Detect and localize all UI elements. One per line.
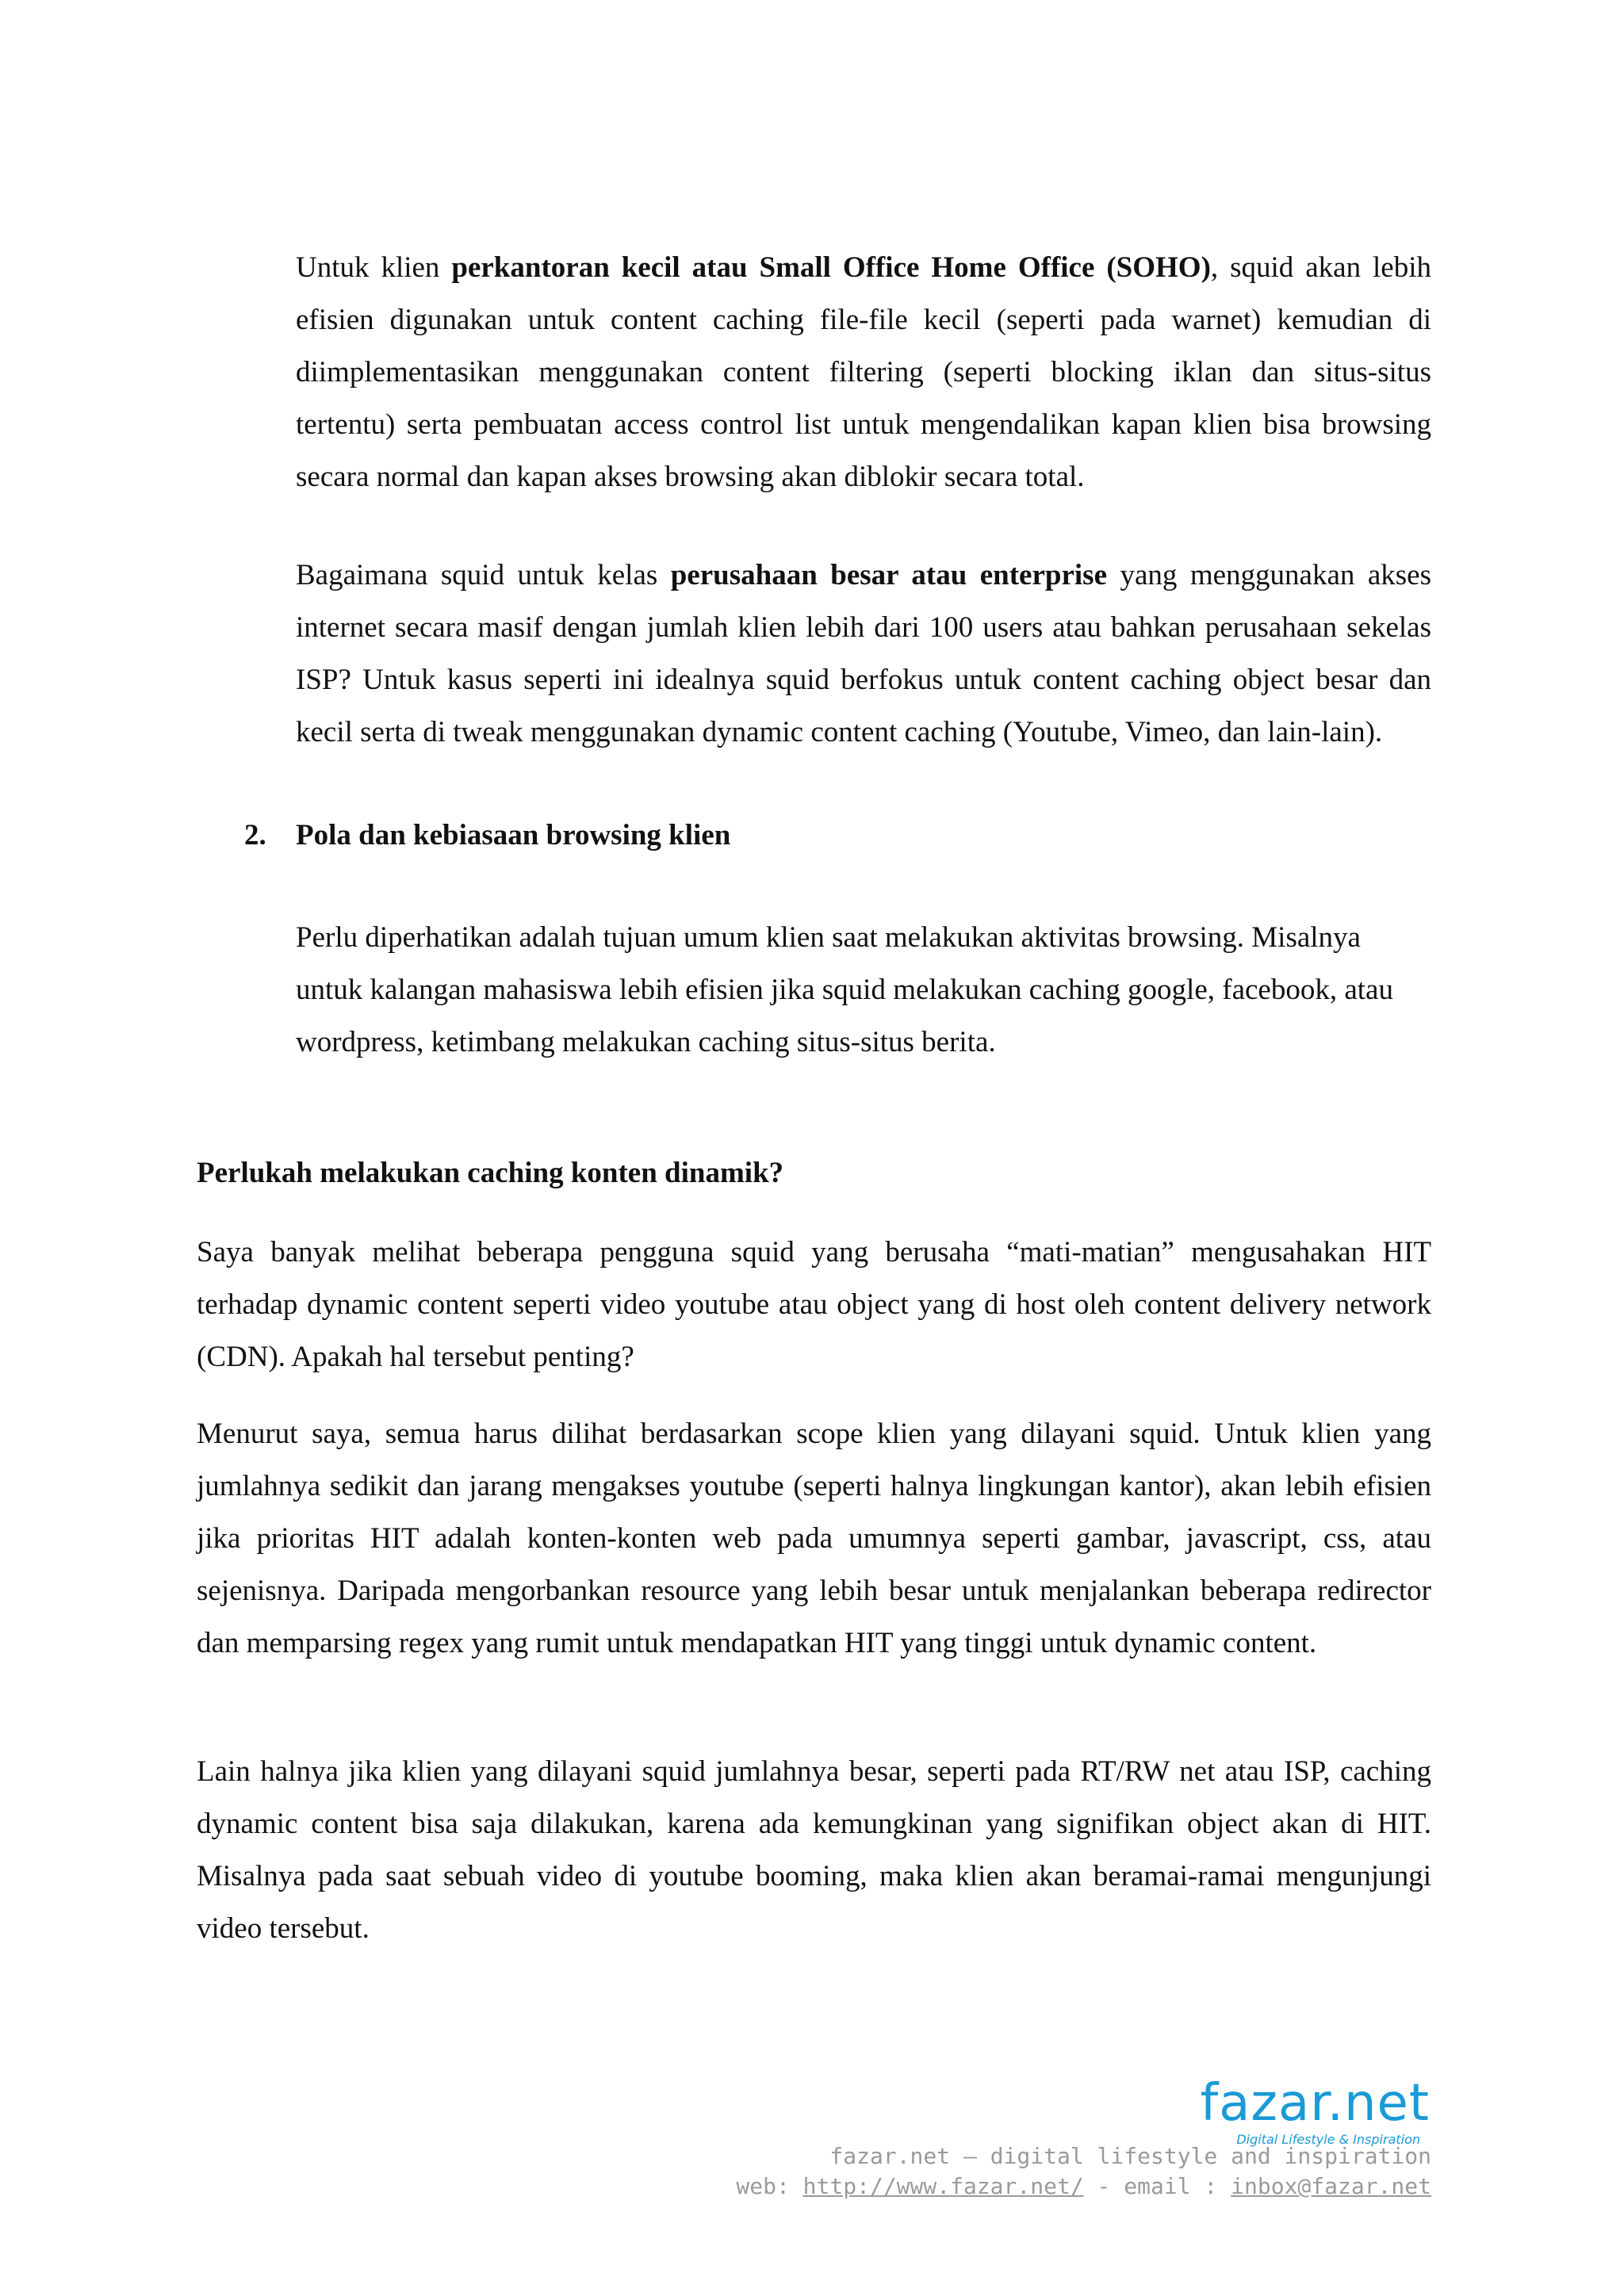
section-heading: Perlukah melakukan caching konten dinamik? — [197, 1157, 784, 1189]
footer-email-label: - email : — [1083, 2173, 1231, 2199]
paragraph-text: yang menggunakan akses internet secara masif dengan jumlah klien lebih dari 100 users atau bahkan perusahaan sekelas ISP? Untuk kasus seperti ini idealnya squid berfokus untuk content caching object besar dan kecil serta di tweak menggunakan dynamic content caching (Youtube, Vimeo, dan lain-lain). — [296, 559, 1431, 748]
paragraph-dynamic-content: Saya banyak melihat beberapa pengguna squid yang berusaha “mati-matian” mengusahakan HIT terhadap dynamic content seperti video youtube atau object yang di host oleh content delivery network (CDN). Apakah hal tersebut penting? — [197, 1236, 1431, 1373]
logo-text: fazar.net — [1200, 2074, 1430, 2133]
list-body: Perlu diperhatikan adalah tujuan umum klien saat melakukan aktivitas browsing. Misalnya untuk kalangan mahasiswa lebih efisien jika squid melakukan caching google, facebook, atau wordpress, ketimbang melakukan caching situs-situs berita. — [296, 921, 1393, 1058]
logo-tagline: Digital Lifestyle & Inspiration — [1236, 2132, 1420, 2147]
list-number: 2. — [244, 819, 266, 851]
list-title: Pola dan kebiasaan browsing klien — [296, 819, 731, 851]
paragraph-scope: Menurut saya, semua harus dilihat berdasarkan scope klien yang dilayani squid. Untuk klien yang jumlahnya sedikit dan jarang mengakses youtube (seperti halnya lingkungan kantor), akan lebih efisien jika prioritas HIT adalah konten-konten web pada umumnya seperti gambar, javascript, css, atau sejenisnya. Daripada mengorbankan resource yang lebih besar untuk menjalankan beberapa redirector dan memparsing regex yang rumit untuk mendapatkan HIT yang tinggi untuk dynamic content. — [197, 1418, 1431, 1659]
footer-contact — [718, 2171, 1431, 2202]
footer-tagline: fazar.net – digital lifestyle and inspiration — [829, 2143, 1431, 2169]
paragraph-text: , squid akan lebih efisien digunakan untuk content caching file-file kecil (seperti pada warnet) kemudian di diimplementasikan menggunakan content filtering (seperti blocking iklan dan situs-situs tertentu) serta pembuatan access control list untuk mengendalikan kapan klien bisa browsing secara normal dan kapan akses browsing akan diblokir secara total. — [296, 251, 1431, 493]
footer-web-link[interactable]: http://www.fazar.net/ — [802, 2173, 1084, 2199]
paragraph-enterprise — [296, 549, 1431, 759]
paragraph-rtrw: Lain halnya jika klien yang dilayani squid jumlahnya besar, seperti pada RT/RW net atau ISP, caching dynamic content bisa saja dilakukan, karena ada kemungkinan yang signifikan object akan di HIT. Misalnya pada saat sebuah video di youtube booming, maka klien akan beramai-ramai mengunjungi video tersebut. — [197, 1755, 1431, 1945]
paragraph-soho — [296, 242, 1431, 503]
fazar-logo — [1174, 2071, 1431, 2150]
footer-email-link[interactable]: inbox@fazar.net — [1231, 2173, 1431, 2199]
bold-phrase: perusahaan besar atau enterprise — [670, 559, 1107, 591]
paragraph-text: Bagaimana squid untuk kelas — [296, 559, 671, 591]
footer-web-label: web: — [736, 2173, 803, 2199]
paragraph-text: Untuk klien — [296, 251, 452, 284]
bold-phrase: perkantoran kecil atau Small Office Home Office (SOHO) — [451, 251, 1211, 284]
